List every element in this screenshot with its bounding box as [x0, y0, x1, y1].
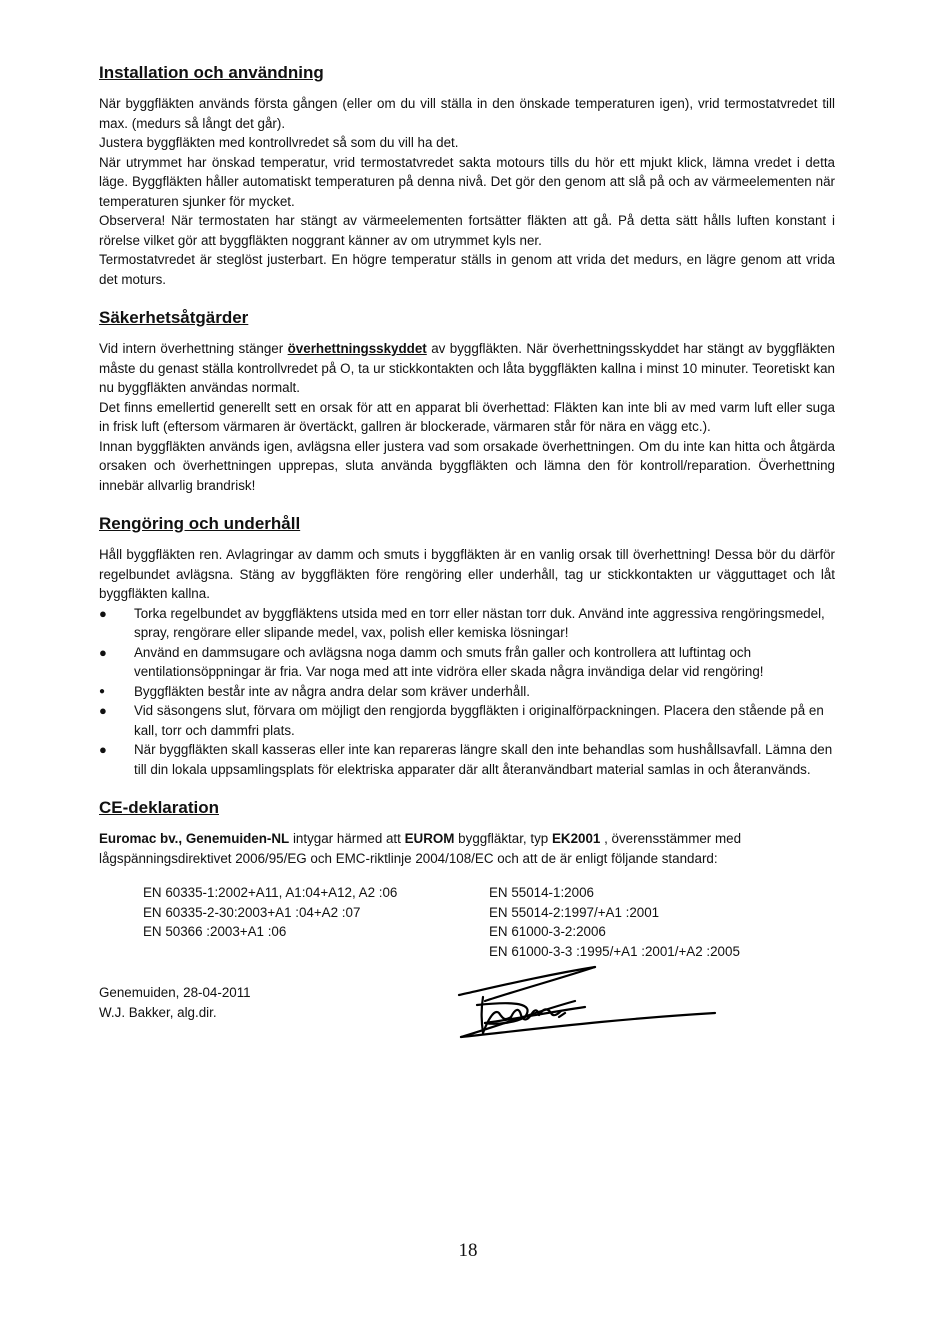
- standard-item: EN 55014-2:1997/+A1 :2001: [489, 904, 660, 920]
- company-name: Euromac bv., Genemuiden-NL: [99, 831, 290, 846]
- ce-text: , överensstämmer med lågspänningsdirektivet 2006/95/EG och EMC-riktlinje 2004/108/EC och att de är enligt följande standard:: [99, 831, 742, 866]
- list-item-text: När byggfläkten skall kasseras eller inte kan repareras längre skall den inte behandlas som hushållsavfall. Lämna den till din lokala uppsamlingsplats för elektriska apparater där allt återanvändbart material samlas in och återanvänds.: [134, 742, 833, 777]
- standard-item: EN 61000-3-2:2006: [489, 924, 606, 939]
- signature-block: [99, 983, 835, 1063]
- place-date: Genemuiden, 28-04-2011: [99, 985, 251, 1000]
- list-item: [99, 682, 835, 702]
- safety-heading: Säkerhetsåtgärder: [99, 308, 249, 327]
- bullet-icon: ●: [99, 742, 107, 757]
- ce-section: [99, 797, 835, 1063]
- list-item: [99, 604, 835, 643]
- standards-right-column: [489, 883, 835, 961]
- safety-section: [99, 307, 835, 495]
- cleaning-heading: Rengöring och underhåll: [99, 514, 301, 533]
- list-item: [99, 740, 835, 779]
- list-item-text: Torka regelbundet av byggfläktens utsida med en torr eller nästan torr duk. Använd inte aggressiva rengöringsmedel, spray, rengörare eller slipande medel, vax, polish eller kemiska lösningar!: [134, 605, 825, 640]
- signatory-name: W.J. Bakker, alg.dir.: [99, 1004, 217, 1020]
- ce-text: intygar härmed att: [289, 831, 405, 846]
- safety-paragraph: Det finns emellertid generellt sett en orsak för att en apparat bli överhettad: Fläkten kan inte bli av med varm luft eller suga in frisk luft (eftersom värmaren är övertäckt, gallren är blockerade, värmaren står för nära en vägg etc.).: [99, 399, 835, 434]
- overheat-protection-term: överhettningsskyddet: [287, 341, 427, 356]
- safety-text: av byggfläkten. När överhettningsskyddet har stängt av byggfläkten måste du genast ställa kontrollvredet på O, ta ur stickkontakten och låta byggfläkten kallna i minst 10 minuter. Teoretiskt kan nu byggfläkten användas normalt.: [99, 341, 836, 395]
- installation-paragraph: Termostatvredet är steglöst justerbart. En högre temperatur ställs in genom att vrida det medurs, en lägre genom att vrida det moturs.: [99, 252, 835, 287]
- cleaning-intro: Håll byggfläkten ren. Avlagringar av damm och smuts i byggfläkten är en vanlig orsak till överhettning! Dessa bör du därför regelbundet avlägsna. Stäng av byggfläkten före rengöring eller underhåll, tag ur stickkontakten ur vägguttaget och låt byggfläkten kallna.: [99, 547, 835, 601]
- standards-list: [143, 883, 835, 961]
- standard-item: EN 60335-1:2002+A11, A1:04+A12, A2 :06: [143, 885, 398, 900]
- cleaning-section: [99, 513, 835, 779]
- cleaning-bullet-list: [99, 604, 835, 780]
- list-item: [99, 643, 835, 682]
- installation-paragraph: Observera! När termostaten har stängt av värmeelementen fortsätter fläkten att gå. På detta sätt hålls luften konstant i rörelse vilket gör att byggfläkten noggrant känner av om utrymmet kyls ner.: [99, 213, 835, 248]
- page-number: 18: [458, 1240, 478, 1261]
- list-item-text: Använd en dammsugare och avlägsna noga damm och smuts från galler och kontrollera att luftintag och ventilationsöppningar är fria. Var noga med att inte vidröra eller skada några invändiga delar vid rengöring!: [134, 644, 764, 679]
- list-item: [99, 701, 835, 740]
- document-page: [99, 62, 835, 1081]
- safety-paragraph: [99, 339, 835, 398]
- installation-heading: Installation och användning: [99, 63, 324, 82]
- installation-section: [99, 62, 835, 289]
- standard-item: EN 61000-3-3 :1995/+A1 :2001/+A2 :2005: [489, 943, 740, 959]
- list-item-text: Vid säsongens slut, förvara om möjligt den rengjorda byggfläkten i originalförpackningen. Placera den stående på en kall, torr och dammfri plats.: [134, 703, 824, 738]
- handwritten-signature: [455, 957, 725, 1047]
- safety-paragraph: Innan byggfläkten används igen, avlägsna eller justera vad som orsakade överhettningen. Om du inte kan hitta och åtgärda orsaken och överhettningen upprepas, sluta använda byggfläkten och lämna den för kontroll/reparation. Överhettning innebär allvarlig brandrisk!: [99, 438, 835, 493]
- installation-paragraph: När utrymmet har önskad temperatur, vrid termostatvredet sakta motours tills du hör ett mjukt klick, lämna vredet i detta läge. Byggfläkten håller automatiskt temperaturen på denna nivå. Det gör den genom att slå på och av värmeelementen när temperaturen sjunker för mycket.: [99, 154, 835, 209]
- ce-declaration-text: [99, 829, 835, 868]
- model-name: EK2001: [551, 831, 601, 846]
- bullet-icon: ●: [99, 644, 107, 660]
- standard-item: EN 55014-1:2006: [489, 885, 594, 900]
- bullet-icon: ●: [99, 685, 106, 697]
- safety-text: Vid intern överhettning stänger: [99, 341, 288, 356]
- bullet-icon: ●: [99, 605, 107, 621]
- standards-left-column: [143, 883, 489, 961]
- installation-paragraph: Justera byggfläkten med kontrollvredet så som du vill ha det.: [99, 135, 459, 150]
- standard-item: EN 60335-2-30:2003+A1 :04+A2 :07: [143, 904, 361, 920]
- list-item-text: Byggfläkten består inte av några andra delar som kräver underhåll.: [134, 683, 530, 699]
- brand-name: EUROM: [404, 831, 455, 846]
- ce-heading: CE-deklaration: [99, 798, 219, 817]
- bullet-icon: ●: [99, 703, 107, 718]
- standard-item: EN 50366 :2003+A1 :06: [143, 924, 287, 939]
- installation-paragraph: När byggfläkten används första gången (eller om du vill ställa in den önskade temperaturen igen), vrid termostatvredet till max. (medurs så långt det går).: [99, 96, 835, 131]
- ce-text: byggfläktar, typ: [454, 831, 552, 846]
